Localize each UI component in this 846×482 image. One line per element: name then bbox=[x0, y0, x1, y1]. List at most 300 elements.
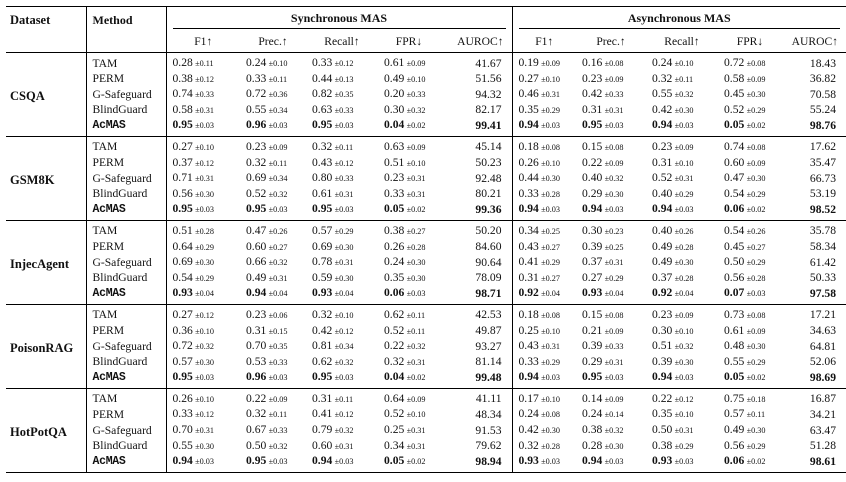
metric-value: 0.79 bbox=[312, 423, 333, 437]
method-name: TAM bbox=[86, 304, 166, 323]
metric-value: 0.41 bbox=[518, 255, 539, 269]
metric-std: ±0.30 bbox=[746, 342, 766, 352]
metric-cell-sync bbox=[440, 407, 512, 423]
metric-cell-sync bbox=[166, 72, 240, 88]
metric-cell-async bbox=[646, 103, 718, 119]
metric-cell-sync bbox=[378, 324, 440, 340]
metric-value: 0.60 bbox=[312, 438, 333, 452]
metric-std: ±0.03 bbox=[268, 457, 288, 467]
metric-value: 98.61 bbox=[809, 454, 836, 468]
method-name: TAM bbox=[86, 388, 166, 407]
metric-value: 70.58 bbox=[809, 87, 836, 101]
metric-std: ±0.34 bbox=[268, 105, 288, 115]
metric-value: 0.56 bbox=[172, 186, 193, 200]
metric-std: ±0.03 bbox=[334, 373, 354, 383]
table-row bbox=[6, 407, 846, 423]
metric-std: ±0.30 bbox=[195, 357, 214, 367]
metric-cell-async bbox=[576, 407, 646, 423]
metric-cell-async bbox=[646, 454, 718, 472]
metric-std: ±0.36 bbox=[268, 90, 288, 100]
metric-cell-async bbox=[576, 439, 646, 455]
metric-std: ±0.29 bbox=[674, 189, 694, 199]
metric-value: 0.70 bbox=[172, 423, 193, 437]
metric-value: 0.93 bbox=[652, 454, 673, 468]
metric-value: 0.32 bbox=[312, 139, 333, 153]
metric-value: 0.44 bbox=[312, 71, 333, 85]
metric-value: 79.62 bbox=[475, 439, 502, 453]
metric-std: ±0.12 bbox=[334, 158, 354, 168]
metric-std: ±0.15 bbox=[268, 326, 288, 336]
metric-value: 64.81 bbox=[809, 339, 836, 353]
metric-cell-sync bbox=[166, 255, 240, 271]
metric-cell-sync bbox=[378, 72, 440, 88]
metric-value: 0.45 bbox=[724, 239, 745, 253]
metric-cell-sync bbox=[378, 339, 440, 355]
metric-value: 0.95 bbox=[312, 370, 333, 384]
metric-cell-sync bbox=[440, 240, 512, 256]
metric-cell-sync bbox=[306, 118, 378, 136]
metric-cell-async bbox=[782, 304, 846, 323]
metric-value: 0.74 bbox=[172, 87, 193, 101]
metric-value: 0.49 bbox=[652, 239, 673, 253]
metric-cell-async bbox=[782, 407, 846, 423]
metric-value: 0.56 bbox=[724, 270, 745, 284]
metric-value: 0.28 bbox=[582, 438, 603, 452]
metric-value: 0.94 bbox=[246, 286, 267, 300]
metric-value: 0.50 bbox=[246, 438, 267, 452]
metric-value: 0.55 bbox=[172, 438, 193, 452]
metric-std: ±0.25 bbox=[604, 242, 624, 252]
metric-value: 0.43 bbox=[312, 155, 333, 169]
method-name: AcMAS bbox=[86, 286, 166, 304]
metric-std: ±0.27 bbox=[541, 273, 560, 283]
metric-value: 0.95 bbox=[246, 202, 267, 216]
metric-value: 0.06 bbox=[724, 202, 745, 216]
metric-std: ±0.28 bbox=[406, 242, 426, 252]
metric-cell-async bbox=[718, 304, 782, 323]
metric-cell-sync bbox=[378, 439, 440, 455]
metric-cell-sync bbox=[440, 286, 512, 304]
metric-value: 0.42 bbox=[518, 423, 539, 437]
metric-cell-async bbox=[512, 202, 576, 220]
metric-value: 0.93 bbox=[582, 286, 603, 300]
metric-value: 0.93 bbox=[518, 454, 539, 468]
metric-cell-async bbox=[782, 171, 846, 187]
metric-cell-sync bbox=[240, 53, 306, 72]
metric-value: 0.53 bbox=[246, 354, 267, 368]
metric-std: ±0.29 bbox=[604, 273, 624, 283]
metric-cell-async bbox=[576, 370, 646, 388]
metric-value: 0.24 bbox=[582, 407, 603, 421]
metric-std: ±0.09 bbox=[541, 59, 560, 68]
metric-cell-sync bbox=[306, 370, 378, 388]
metric-cell-async bbox=[782, 53, 846, 72]
metric-std: ±0.27 bbox=[746, 242, 766, 252]
metric-cell-async bbox=[512, 355, 576, 371]
metric-std: ±0.03 bbox=[334, 121, 354, 131]
metric-cell-async bbox=[718, 220, 782, 239]
metric-std: ±0.04 bbox=[334, 289, 354, 299]
metric-cell-sync bbox=[306, 72, 378, 88]
metric-std: ±0.30 bbox=[406, 258, 426, 268]
metric-value: 0.32 bbox=[246, 407, 267, 421]
metric-cell-async bbox=[646, 370, 718, 388]
metric-value: 0.42 bbox=[652, 102, 673, 116]
metric-value: 0.35 bbox=[518, 102, 539, 116]
metric-value: 0.24 bbox=[384, 255, 405, 269]
metric-cell-async bbox=[646, 286, 718, 304]
metric-cell-sync bbox=[378, 370, 440, 388]
metric-cell-async bbox=[646, 339, 718, 355]
metric-value: 0.32 bbox=[652, 71, 673, 85]
metric-value: 45.14 bbox=[475, 140, 502, 154]
metric-std: ±0.02 bbox=[746, 121, 766, 131]
metric-value: 0.23 bbox=[246, 307, 267, 321]
metric-std: ±0.30 bbox=[195, 258, 214, 268]
metric-std: ±0.32 bbox=[268, 189, 288, 199]
metric-cell-sync bbox=[166, 202, 240, 220]
metric-value: 18.43 bbox=[809, 56, 836, 70]
metric-std: ±0.32 bbox=[406, 342, 426, 352]
method-name: BlindGuard bbox=[86, 103, 166, 119]
metric-cell-async bbox=[646, 240, 718, 256]
metric-value: 0.36 bbox=[172, 323, 193, 337]
metric-std: ±0.12 bbox=[334, 59, 354, 68]
metric-std: ±0.03 bbox=[541, 121, 560, 131]
metric-cell-sync bbox=[240, 87, 306, 103]
metric-std: ±0.35 bbox=[334, 90, 354, 100]
metric-value: 0.38 bbox=[582, 423, 603, 437]
metric-value: 0.40 bbox=[582, 171, 603, 185]
metric-std: ±0.02 bbox=[746, 373, 766, 383]
method-name: TAM bbox=[86, 136, 166, 155]
metric-cell-async bbox=[782, 118, 846, 136]
metric-cell-async bbox=[646, 324, 718, 340]
table-row bbox=[6, 187, 846, 203]
metric-std: ±0.31 bbox=[406, 189, 426, 199]
metric-header-async-2: Recall↑ bbox=[664, 35, 700, 49]
metric-cell-async bbox=[512, 324, 576, 340]
metric-cell-sync bbox=[166, 286, 240, 304]
metric-value: 0.23 bbox=[582, 71, 603, 85]
metric-value: 0.20 bbox=[384, 87, 405, 101]
metric-cell-sync bbox=[306, 407, 378, 423]
method-name: G-Safeguard bbox=[86, 423, 166, 439]
metric-std: ±0.29 bbox=[746, 258, 766, 268]
table-row bbox=[6, 370, 846, 388]
metric-std: ±0.30 bbox=[334, 273, 354, 283]
metric-value: 0.25 bbox=[518, 323, 539, 337]
metric-cell-sync bbox=[306, 355, 378, 371]
metric-value: 0.33 bbox=[518, 186, 539, 200]
metric-value: 0.33 bbox=[384, 186, 405, 200]
metric-std: ±0.29 bbox=[541, 105, 560, 115]
metric-cell-async bbox=[576, 220, 646, 239]
metric-cell-sync bbox=[378, 118, 440, 136]
metric-value: 0.94 bbox=[518, 370, 539, 384]
metric-std: ±0.10 bbox=[541, 326, 560, 336]
metric-cell-sync bbox=[440, 370, 512, 388]
metric-std: ±0.33 bbox=[604, 342, 624, 352]
metric-value: 0.35 bbox=[652, 407, 673, 421]
metric-std: ±0.10 bbox=[268, 59, 288, 68]
metric-cell-sync bbox=[240, 454, 306, 472]
metric-value: 0.96 bbox=[246, 118, 267, 132]
metric-value: 0.22 bbox=[582, 155, 603, 169]
metric-std: ±0.32 bbox=[195, 342, 214, 352]
metric-std: ±0.31 bbox=[406, 174, 426, 184]
metric-std: ±0.09 bbox=[746, 158, 766, 168]
metric-cell-async bbox=[512, 171, 576, 187]
metric-std: ±0.30 bbox=[541, 426, 560, 436]
metric-value: 0.61 bbox=[312, 186, 333, 200]
metric-header-sync-1: Prec.↑ bbox=[258, 35, 288, 49]
metric-value: 0.44 bbox=[518, 171, 539, 185]
metric-value: 0.49 bbox=[384, 71, 405, 85]
metric-std: ±0.10 bbox=[195, 142, 214, 152]
metric-value: 0.30 bbox=[582, 223, 603, 237]
metric-value: 0.66 bbox=[246, 255, 267, 269]
metric-cell-async bbox=[512, 220, 576, 239]
metric-std: ±0.08 bbox=[604, 59, 624, 68]
metric-cell-sync bbox=[378, 240, 440, 256]
metric-std: ±0.31 bbox=[674, 174, 694, 184]
metric-value: 0.95 bbox=[246, 454, 267, 468]
metric-value: 41.67 bbox=[475, 56, 502, 70]
metric-cell-async bbox=[718, 423, 782, 439]
metric-value: 0.31 bbox=[312, 391, 333, 405]
table-row bbox=[6, 255, 846, 271]
metric-value: 0.32 bbox=[384, 354, 405, 368]
metric-value: 0.33 bbox=[312, 56, 333, 69]
metric-cell-async bbox=[782, 370, 846, 388]
metric-std: ±0.29 bbox=[746, 357, 766, 367]
metric-cell-async bbox=[646, 355, 718, 371]
metric-std: ±0.08 bbox=[541, 310, 560, 320]
metric-value: 0.26 bbox=[172, 391, 193, 405]
metric-value: 0.18 bbox=[518, 307, 539, 321]
metric-value: 0.94 bbox=[582, 454, 603, 468]
metric-value: 0.50 bbox=[724, 255, 745, 269]
metric-value: 0.69 bbox=[246, 171, 267, 185]
metric-std: ±0.28 bbox=[195, 226, 214, 236]
metric-cell-async bbox=[782, 339, 846, 355]
metric-std: ±0.08 bbox=[746, 59, 766, 68]
metric-value: 0.30 bbox=[384, 102, 405, 116]
method-name: AcMAS bbox=[86, 370, 166, 388]
metric-value: 0.70 bbox=[246, 339, 267, 353]
metric-cell-sync bbox=[306, 187, 378, 203]
metric-cell-sync bbox=[306, 53, 378, 72]
metric-std: ±0.08 bbox=[541, 142, 560, 152]
metric-std: ±0.32 bbox=[334, 357, 354, 367]
metric-value: 49.87 bbox=[475, 324, 502, 337]
metric-value: 0.15 bbox=[582, 307, 603, 321]
metric-cell-async bbox=[646, 271, 718, 287]
metric-cell-sync bbox=[440, 156, 512, 172]
method-header-spacer bbox=[86, 33, 166, 53]
metric-cell-sync bbox=[166, 103, 240, 119]
metric-std: ±0.11 bbox=[268, 74, 288, 84]
metric-std: ±0.10 bbox=[674, 410, 694, 420]
metric-cell-async bbox=[512, 136, 576, 155]
metric-cell-async bbox=[718, 87, 782, 103]
metric-value: 0.29 bbox=[582, 186, 603, 200]
metric-cell-async bbox=[512, 156, 576, 172]
metric-cell-sync bbox=[166, 187, 240, 203]
metric-std: ±0.10 bbox=[334, 310, 354, 320]
metric-cell-sync bbox=[240, 271, 306, 287]
metric-std: ±0.03 bbox=[195, 205, 214, 215]
metric-cell-sync bbox=[306, 388, 378, 407]
metric-std: ±0.09 bbox=[604, 394, 624, 404]
table-row bbox=[6, 271, 846, 287]
metric-value: 0.52 bbox=[652, 171, 673, 185]
metric-std: ±0.32 bbox=[334, 426, 354, 436]
metric-cell-sync bbox=[440, 136, 512, 155]
metric-cell-async bbox=[718, 72, 782, 88]
metric-cell-async bbox=[718, 171, 782, 187]
metric-cell-async bbox=[782, 136, 846, 155]
metric-std: ±0.29 bbox=[746, 441, 766, 451]
metric-std: ±0.12 bbox=[674, 394, 694, 404]
results-body bbox=[6, 53, 846, 473]
metric-value: 0.59 bbox=[312, 270, 333, 284]
metric-value: 0.52 bbox=[384, 407, 405, 421]
metric-std: ±0.10 bbox=[195, 394, 214, 404]
metric-value: 78.09 bbox=[475, 271, 502, 285]
table-row bbox=[6, 118, 846, 136]
metric-cell-sync bbox=[378, 87, 440, 103]
metric-cell-sync bbox=[378, 304, 440, 323]
metric-cell-async bbox=[576, 324, 646, 340]
metric-cell-sync bbox=[306, 103, 378, 119]
metric-cell-sync bbox=[240, 324, 306, 340]
metric-cell-async bbox=[718, 439, 782, 455]
metric-value: 0.07 bbox=[724, 286, 745, 300]
metric-cell-sync bbox=[440, 439, 512, 455]
metric-value: 0.06 bbox=[724, 454, 745, 468]
metric-cell-sync bbox=[440, 271, 512, 287]
metric-cell-async bbox=[782, 286, 846, 304]
metric-value: 99.48 bbox=[475, 370, 502, 384]
metric-value: 0.42 bbox=[312, 323, 333, 337]
metric-cell-sync bbox=[240, 103, 306, 119]
metric-cell-async bbox=[646, 423, 718, 439]
metric-std: ±0.31 bbox=[541, 342, 560, 352]
metric-cell-sync bbox=[440, 220, 512, 239]
metric-cell-async bbox=[646, 118, 718, 136]
metric-value: 0.26 bbox=[518, 155, 539, 169]
metric-value: 0.52 bbox=[724, 102, 745, 116]
metric-cell-async bbox=[646, 171, 718, 187]
metric-value: 0.93 bbox=[172, 286, 193, 300]
metric-cell-async bbox=[782, 255, 846, 271]
metric-cell-async bbox=[576, 156, 646, 172]
metric-value: 0.37 bbox=[172, 155, 193, 169]
metric-value: 0.24 bbox=[246, 56, 267, 69]
metric-value: 0.32 bbox=[246, 155, 267, 169]
metric-value: 0.22 bbox=[384, 339, 405, 353]
metric-value: 0.71 bbox=[172, 171, 193, 185]
metric-value: 0.95 bbox=[172, 118, 193, 132]
metric-cell-async bbox=[646, 187, 718, 203]
metric-value: 98.52 bbox=[809, 202, 836, 216]
metric-cell-sync bbox=[378, 388, 440, 407]
metric-cell-sync bbox=[240, 439, 306, 455]
metric-cell-sync bbox=[166, 220, 240, 239]
metric-value: 0.94 bbox=[652, 202, 673, 216]
metric-cell-async bbox=[646, 136, 718, 155]
metric-header-sync-4: AUROC↑ bbox=[440, 33, 512, 53]
metric-cell-async bbox=[512, 370, 576, 388]
metric-value: 0.56 bbox=[724, 438, 745, 452]
metric-cell-async bbox=[782, 220, 846, 239]
metric-value: 42.53 bbox=[475, 308, 502, 322]
metric-value: 99.36 bbox=[475, 202, 502, 216]
metric-std: ±0.03 bbox=[334, 205, 354, 215]
metric-value: 0.42 bbox=[582, 87, 603, 101]
metric-cell-async bbox=[646, 255, 718, 271]
metric-cell-async bbox=[718, 454, 782, 472]
metric-value: 0.57 bbox=[172, 354, 193, 368]
metric-value: 0.34 bbox=[384, 438, 405, 452]
metric-value: 17.62 bbox=[809, 140, 836, 154]
metric-std: ±0.30 bbox=[746, 90, 766, 100]
metric-cell-async bbox=[782, 202, 846, 220]
metric-std: ±0.33 bbox=[268, 357, 288, 367]
metric-std: ±0.11 bbox=[268, 410, 288, 420]
metric-cell-sync bbox=[378, 454, 440, 472]
metric-value: 0.61 bbox=[384, 56, 405, 69]
metric-cell-sync bbox=[166, 136, 240, 155]
metric-cell-sync bbox=[240, 118, 306, 136]
metric-cell-async bbox=[718, 202, 782, 220]
metric-value: 81.14 bbox=[475, 355, 502, 369]
metric-value: 0.60 bbox=[246, 239, 267, 253]
metric-std: ±0.29 bbox=[746, 189, 766, 199]
metric-value: 0.31 bbox=[518, 270, 539, 284]
metric-cell-async bbox=[576, 53, 646, 72]
metric-cell-sync bbox=[306, 324, 378, 340]
metric-cell-async bbox=[576, 118, 646, 136]
metric-cell-async bbox=[512, 339, 576, 355]
table-row bbox=[6, 103, 846, 119]
metric-std: ±0.12 bbox=[195, 158, 214, 168]
metric-std: ±0.33 bbox=[406, 90, 426, 100]
metric-value: 0.33 bbox=[518, 354, 539, 368]
metric-std: ±0.26 bbox=[674, 226, 694, 236]
metric-cell-async bbox=[576, 202, 646, 220]
metric-cell-async bbox=[782, 388, 846, 407]
metric-std: ±0.10 bbox=[195, 326, 214, 336]
metric-std: ±0.04 bbox=[541, 289, 560, 299]
metric-std: ±0.12 bbox=[334, 410, 354, 420]
metric-value: 0.62 bbox=[384, 307, 405, 321]
header-row-groups bbox=[6, 7, 846, 34]
metric-std: ±0.09 bbox=[268, 142, 288, 152]
method-header: Method bbox=[86, 7, 166, 34]
metric-std: ±0.30 bbox=[746, 426, 766, 436]
metric-value: 0.49 bbox=[724, 423, 745, 437]
metric-std: ±0.29 bbox=[541, 357, 560, 367]
metric-value: 63.47 bbox=[809, 423, 836, 437]
metric-value: 0.51 bbox=[652, 339, 673, 353]
metric-cell-async bbox=[576, 271, 646, 287]
metric-value: 0.62 bbox=[312, 354, 333, 368]
metric-cell-async bbox=[782, 271, 846, 287]
metric-value: 92.48 bbox=[475, 171, 502, 185]
